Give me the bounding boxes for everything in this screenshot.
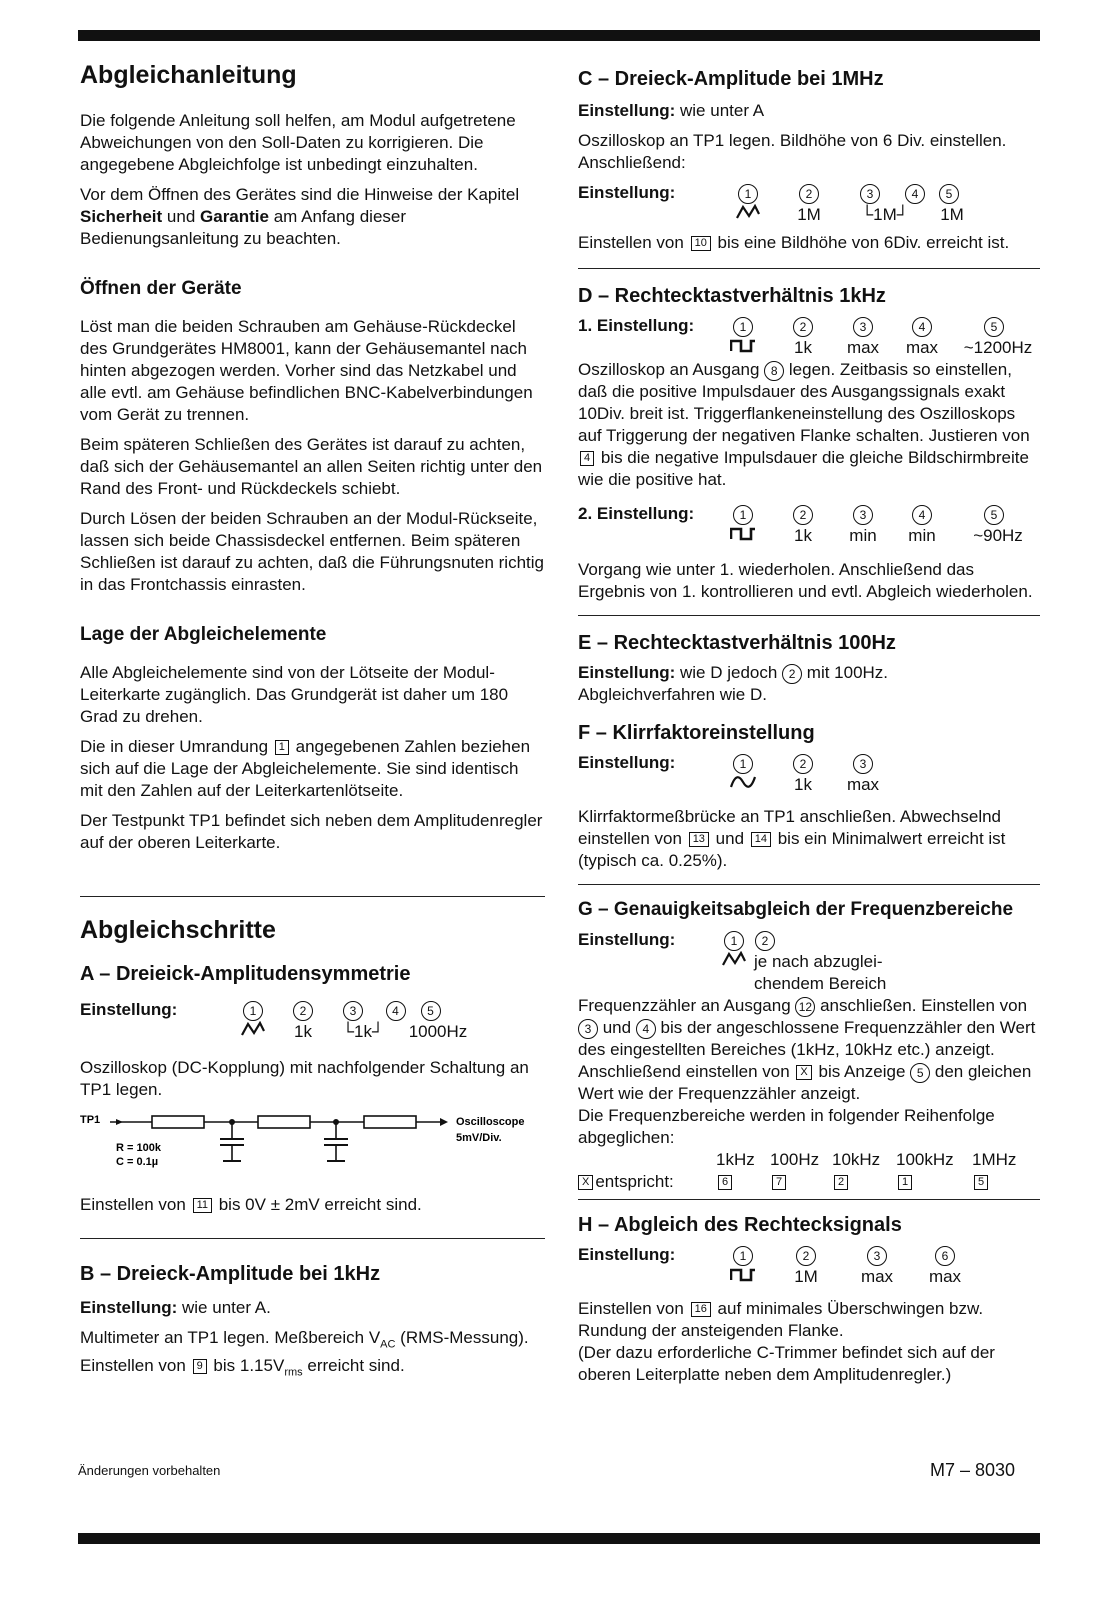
text: Einstellen von bbox=[578, 233, 689, 252]
heading-c: C – Dreieck-Amplitude bei 1MHz bbox=[578, 68, 884, 90]
text: erreicht sind. bbox=[302, 1356, 405, 1376]
setting-label: Einstellung: bbox=[578, 183, 676, 202]
oscilloscope-label: Oscilloscope bbox=[456, 1116, 525, 1128]
element-box: 7 bbox=[772, 1175, 786, 1190]
d-paragraph-1 bbox=[578, 359, 1040, 491]
element-box: 10 bbox=[691, 236, 711, 251]
element-box: 5 bbox=[974, 1175, 988, 1190]
value: min bbox=[908, 526, 936, 545]
title-abgleichanleitung: Abgleichanleitung bbox=[80, 61, 297, 89]
knob-number: 5 bbox=[421, 1001, 441, 1021]
element-box: 6 bbox=[718, 1175, 732, 1190]
text: bis Anzeige bbox=[813, 1062, 911, 1081]
heading-g: G – Genauigkeitsabgleich der Frequenzbereiche bbox=[578, 899, 1014, 920]
square-wave-icon bbox=[730, 337, 756, 353]
knob-number: 2 bbox=[799, 184, 819, 204]
element-box: 9 bbox=[193, 1359, 207, 1374]
title-abgleichschritte: Abgleichschritte bbox=[80, 916, 276, 944]
text: wie unter A. bbox=[177, 1298, 271, 1317]
knob-number: 1 bbox=[733, 317, 753, 337]
element-box: 1 bbox=[275, 740, 289, 755]
knob-number: 4 bbox=[386, 1001, 406, 1021]
setting-a bbox=[80, 999, 545, 1043]
g-value-line-2: chendem Bereich bbox=[754, 974, 887, 993]
text: Multimeter an TP1 legen. Meßbereich V bbox=[80, 1328, 381, 1347]
g-value-line-1: je nach abzuglei- bbox=[754, 952, 883, 971]
range-value: 1kHz bbox=[716, 1150, 755, 1169]
value: max bbox=[905, 338, 939, 357]
text: bis 0V ± 2mV erreicht sind. bbox=[214, 1195, 422, 1214]
text: angegebenen Zahlen beziehen sich auf die Lage der Abgleichelemente. Sie sind identisch mit den Zahlen auf der Leiterkartenlötseite. bbox=[80, 737, 531, 800]
range-value: 10kHz bbox=[832, 1150, 881, 1169]
a-paragraph-2 bbox=[80, 1194, 545, 1216]
text: und bbox=[710, 829, 749, 848]
text: bis eine Bildhöhe von 6Div. erreicht ist. bbox=[712, 233, 1010, 252]
text: bis die negative Impulsdauer die gleiche Bildschirmbreite wie die positive hat. bbox=[578, 448, 1029, 489]
knob-number: 1 bbox=[724, 931, 744, 951]
b-setting bbox=[80, 1297, 545, 1319]
value: └1M┘ bbox=[861, 205, 909, 224]
right-column bbox=[578, 66, 1040, 1394]
value: max bbox=[846, 338, 880, 357]
output-number: 8 bbox=[764, 361, 784, 381]
heading-oeffnen: Öffnen der Geräte bbox=[80, 278, 242, 299]
heading-d: D – Rechtecktastverhältnis 1kHz bbox=[578, 285, 886, 307]
scale-label: 5mV/Div. bbox=[456, 1132, 502, 1144]
value: ~90Hz bbox=[973, 526, 1023, 545]
square-wave-icon bbox=[730, 1266, 756, 1282]
bold-garantie: Garantie bbox=[200, 207, 269, 226]
text: anschließen. Einstellen von bbox=[815, 996, 1028, 1015]
value: 1k bbox=[794, 526, 812, 545]
knob-number: 5 bbox=[939, 184, 959, 204]
intro-paragraph-2 bbox=[80, 184, 545, 250]
h-paragraph-2: (Der dazu erforderliche C-Trimmer befindet sich auf der oberen Leiterplatte neben dem Amplitudenregler.) bbox=[578, 1343, 995, 1384]
e-paragraph-1: Abgleichverfahren wie D. bbox=[578, 685, 767, 704]
text: bis ein Minimalwert erreicht ist (typisch ca. 0.25%). bbox=[578, 829, 1006, 870]
value: max bbox=[860, 1267, 894, 1286]
knob-number: 1 bbox=[733, 754, 753, 774]
bottom-rule bbox=[78, 1533, 1040, 1544]
open-paragraph-2: Beim späteren Schließen des Gerätes ist darauf zu achten, daß sich der Gehäusemantel an allen Seiten richtig unter den Rand des Front- und Rückdeckels schiebt. bbox=[80, 435, 543, 498]
text: Frequenzzähler an Ausgang bbox=[578, 996, 796, 1015]
knob-number: 3 bbox=[853, 317, 873, 337]
knob-number: 5 bbox=[910, 1063, 930, 1083]
text: Einstellen von bbox=[578, 1299, 689, 1318]
section-divider bbox=[80, 896, 545, 897]
page-number: M7 – 8030 bbox=[930, 1460, 1016, 1480]
resistor-label: R = 100k bbox=[116, 1142, 161, 1154]
knob-number: 4 bbox=[636, 1019, 656, 1039]
knob-number: 4 bbox=[912, 317, 932, 337]
text: und bbox=[598, 1018, 636, 1037]
text: wie unter A bbox=[675, 101, 765, 120]
value: 1k bbox=[794, 338, 812, 357]
value: 1M bbox=[940, 205, 964, 224]
setting-label: Einstellung: bbox=[80, 1000, 178, 1019]
knob-number: 2 bbox=[793, 754, 813, 774]
text: Einstellen von bbox=[80, 1195, 191, 1214]
open-paragraph-1: Löst man die beiden Schrauben am Gehäuse-Rückdeckel des Grundgerätes HM8001, kann der Gehäusemantel nach hinten abgezogen werden. Vorher sind das Netzkabel und alle evtl. am Gehäuse befindlichen BNC-Kabelverbindungen vom Gerät zu trennen. bbox=[80, 317, 533, 424]
text: bis 1.15V bbox=[208, 1356, 285, 1376]
value: 1k bbox=[794, 775, 812, 794]
range-value: 1MHz bbox=[972, 1150, 1017, 1169]
setting-label: Einstellung: bbox=[578, 930, 676, 949]
triangle-wave-icon bbox=[736, 204, 760, 220]
value: └1k┘ bbox=[341, 1022, 385, 1041]
knob-number: 2 bbox=[796, 1246, 816, 1266]
h-paragraph-1 bbox=[578, 1298, 1040, 1342]
lage-paragraph-3: Der Testpunkt TP1 befindet sich neben dem Amplitudenregler auf der oberen Leiterkarte. bbox=[80, 811, 543, 852]
section-divider bbox=[578, 615, 1040, 616]
value: 1k bbox=[294, 1022, 312, 1041]
value: 1000Hz bbox=[408, 1022, 468, 1041]
element-box: 4 bbox=[580, 451, 594, 466]
output-number: 12 bbox=[795, 997, 815, 1017]
g-range-table bbox=[578, 1149, 1040, 1193]
sine-wave-icon bbox=[730, 774, 756, 790]
element-box: 1 bbox=[898, 1175, 912, 1190]
heading-lage: Lage der Abgleichelemente bbox=[80, 624, 327, 645]
value: min bbox=[849, 526, 877, 545]
value: max bbox=[846, 775, 880, 794]
knob-number: 2 bbox=[793, 505, 813, 525]
rc-filter-diagram bbox=[80, 1109, 545, 1180]
knob-number: 2 bbox=[782, 664, 802, 684]
text: (RMS-Messung). Einstellen von bbox=[80, 1328, 529, 1376]
setting-label: Einstellung: bbox=[578, 101, 676, 120]
value: 1M bbox=[797, 205, 821, 224]
range-value: 100Hz bbox=[770, 1150, 820, 1169]
knob-number: 4 bbox=[912, 505, 932, 525]
element-box: 14 bbox=[751, 832, 771, 847]
knob-number: 3 bbox=[578, 1019, 598, 1039]
text: Vor dem Öffnen des Gerätes sind die Hinweise der Kapitel bbox=[80, 185, 520, 204]
lage-paragraph-2 bbox=[80, 736, 545, 802]
square-wave-icon bbox=[730, 525, 756, 541]
bold-sicherheit: Sicherheit bbox=[80, 207, 163, 226]
range-value: 100kHz bbox=[896, 1150, 954, 1169]
text: mit 100Hz. bbox=[802, 663, 889, 682]
knob-number: 2 bbox=[293, 1001, 313, 1021]
subscript: rms bbox=[284, 1366, 303, 1379]
entspricht-label: entspricht: bbox=[595, 1172, 674, 1191]
heading-b: B – Dreieck-Amplitude bei 1kHz bbox=[80, 1263, 381, 1285]
knob-number: 5 bbox=[984, 505, 1004, 525]
setting-f bbox=[578, 752, 1040, 796]
knob-number: 2 bbox=[793, 317, 813, 337]
left-column bbox=[80, 58, 545, 1392]
knob-number: 1 bbox=[243, 1001, 263, 1021]
a-paragraph-1: Oszilloskop (DC-Kopplung) mit nachfolgender Schaltung an TP1 legen. bbox=[80, 1058, 529, 1099]
triangle-wave-icon bbox=[241, 1021, 265, 1037]
text: Klirrfaktormeßbrücke an TP1 anschließen. Abwechselnd einstellen von bbox=[578, 807, 1001, 848]
text: und bbox=[162, 207, 201, 226]
top-rule bbox=[78, 30, 1040, 41]
knob-number: 3 bbox=[343, 1001, 363, 1021]
setting-d2 bbox=[578, 503, 1040, 547]
knob-number: 3 bbox=[853, 505, 873, 525]
footer-note: Änderungen vorbehalten bbox=[78, 1463, 221, 1478]
text: den gleichen Wert wie der Frequenzzähler anzeigt. bbox=[578, 1062, 1032, 1103]
capacitor-label: C = 0.1µ bbox=[116, 1156, 159, 1168]
knob-number: 1 bbox=[738, 184, 758, 204]
section-divider bbox=[578, 884, 1040, 885]
knob-number: 2 bbox=[755, 931, 775, 951]
knob-number: 3 bbox=[867, 1246, 887, 1266]
knob-number: 3 bbox=[853, 754, 873, 774]
c-paragraph-1: Oszilloskop an TP1 legen. Bildhöhe von 6 Div. einstellen. Anschließend: bbox=[578, 131, 1007, 172]
heading-f: F – Klirrfaktoreinstellung bbox=[578, 722, 815, 744]
value: ~1200Hz bbox=[963, 338, 1033, 357]
text: auf minimales Überschwingen bzw. Rundung der ansteigenden Flanke. bbox=[578, 1299, 984, 1340]
tp1-label: TP1 bbox=[80, 1114, 101, 1126]
c-setting bbox=[578, 100, 1040, 122]
section-divider bbox=[578, 268, 1040, 269]
lage-paragraph-1: Alle Abgleichelemente sind von der Lötseite der Modul-Leiterkarte zugänglich. Das Grundgerät ist daher um 180 Grad zu drehen. bbox=[80, 663, 509, 726]
f-paragraph-1 bbox=[578, 806, 1040, 872]
heading-a: A – Dreieick-Amplitudensymmetrie bbox=[80, 963, 411, 985]
triangle-wave-icon bbox=[722, 951, 746, 967]
text: bis der angeschlossene Frequenzzähler den Wert des eingestellten Bereiches (1kHz, 10kHz etc.) anzeigt. Anschließend einstellen von bbox=[578, 1018, 1036, 1081]
knob-number: 4 bbox=[905, 184, 925, 204]
e-setting bbox=[578, 662, 1040, 684]
section-divider bbox=[578, 1199, 1040, 1200]
d-paragraph-2: Vorgang wie unter 1. wiederholen. Anschließend das Ergebnis von 1. kontrollieren und evtl. Abgleich wiederholen. bbox=[578, 560, 1033, 601]
setting-label: 1. Einstellung: bbox=[578, 316, 695, 335]
c-paragraph-2 bbox=[578, 232, 1040, 254]
text: am Anfang dieser Bedienungsanleitung zu beachten. bbox=[80, 207, 407, 248]
text: legen. Zeitbasis so einstellen, daß die positive Impulsdauer des Ausgangssignals exakt 10Div. breit ist. Triggerflankeneinstellung des Oszilloskops auf Triggerung der negativen Flanke schalten. Justieren von bbox=[578, 360, 1030, 445]
text: wie D jedoch bbox=[675, 663, 783, 682]
setting-h bbox=[578, 1244, 1040, 1288]
setting-c bbox=[578, 182, 1040, 226]
setting-d1 bbox=[578, 315, 1040, 359]
knob-number: 1 bbox=[733, 1246, 753, 1266]
element-box: X bbox=[796, 1065, 811, 1080]
knob-number: 1 bbox=[733, 505, 753, 525]
heading-e: E – Rechtecktastverhältnis 100Hz bbox=[578, 632, 896, 654]
element-box: 13 bbox=[689, 832, 709, 847]
text: Die in dieser Umrandung bbox=[80, 737, 273, 756]
knob-number: 5 bbox=[984, 317, 1004, 337]
g-paragraph-2: Die Frequenzbereiche werden in folgender Reihenfolge abgeglichen: bbox=[578, 1106, 995, 1147]
text: Oszilloskop an Ausgang bbox=[578, 360, 765, 379]
open-paragraph-3: Durch Lösen der beiden Schrauben an der Modul-Rückseite, lassen sich beide Chassisdeckel entfernen. Beim späteren Schließen ist darauf zu achten, daß die Führungsnuten richtig in das Frontchassis einrasten. bbox=[80, 509, 544, 594]
setting-label: Einstellung: bbox=[578, 753, 676, 772]
section-divider bbox=[80, 1238, 545, 1239]
element-box: 11 bbox=[193, 1198, 212, 1213]
g-paragraph-1 bbox=[578, 995, 1040, 1105]
b-paragraph-1 bbox=[80, 1327, 545, 1384]
intro-paragraph-1: Die folgende Anleitung soll helfen, am Modul aufgetretene Abweichungen von den Soll-Daten zu korrigieren. Die angegebene Abgleichfolge ist unbedingt einzuhalten. bbox=[80, 111, 516, 174]
setting-label: Einstellung: bbox=[578, 663, 676, 682]
value: max bbox=[928, 1267, 962, 1286]
heading-h: H – Abgleich des Rechtecksignals bbox=[578, 1214, 902, 1236]
subscript: AC bbox=[380, 1338, 396, 1351]
knob-number: 3 bbox=[860, 184, 880, 204]
element-box: 2 bbox=[834, 1175, 848, 1190]
element-box: 16 bbox=[691, 1302, 711, 1317]
setting-g bbox=[578, 929, 1040, 995]
value: 1M bbox=[794, 1267, 818, 1286]
setting-label: Einstellung: bbox=[80, 1298, 178, 1317]
knob-number: 6 bbox=[935, 1246, 955, 1266]
element-box: X bbox=[578, 1175, 593, 1190]
setting-label: 2. Einstellung: bbox=[578, 504, 695, 523]
setting-label: Einstellung: bbox=[578, 1245, 676, 1264]
